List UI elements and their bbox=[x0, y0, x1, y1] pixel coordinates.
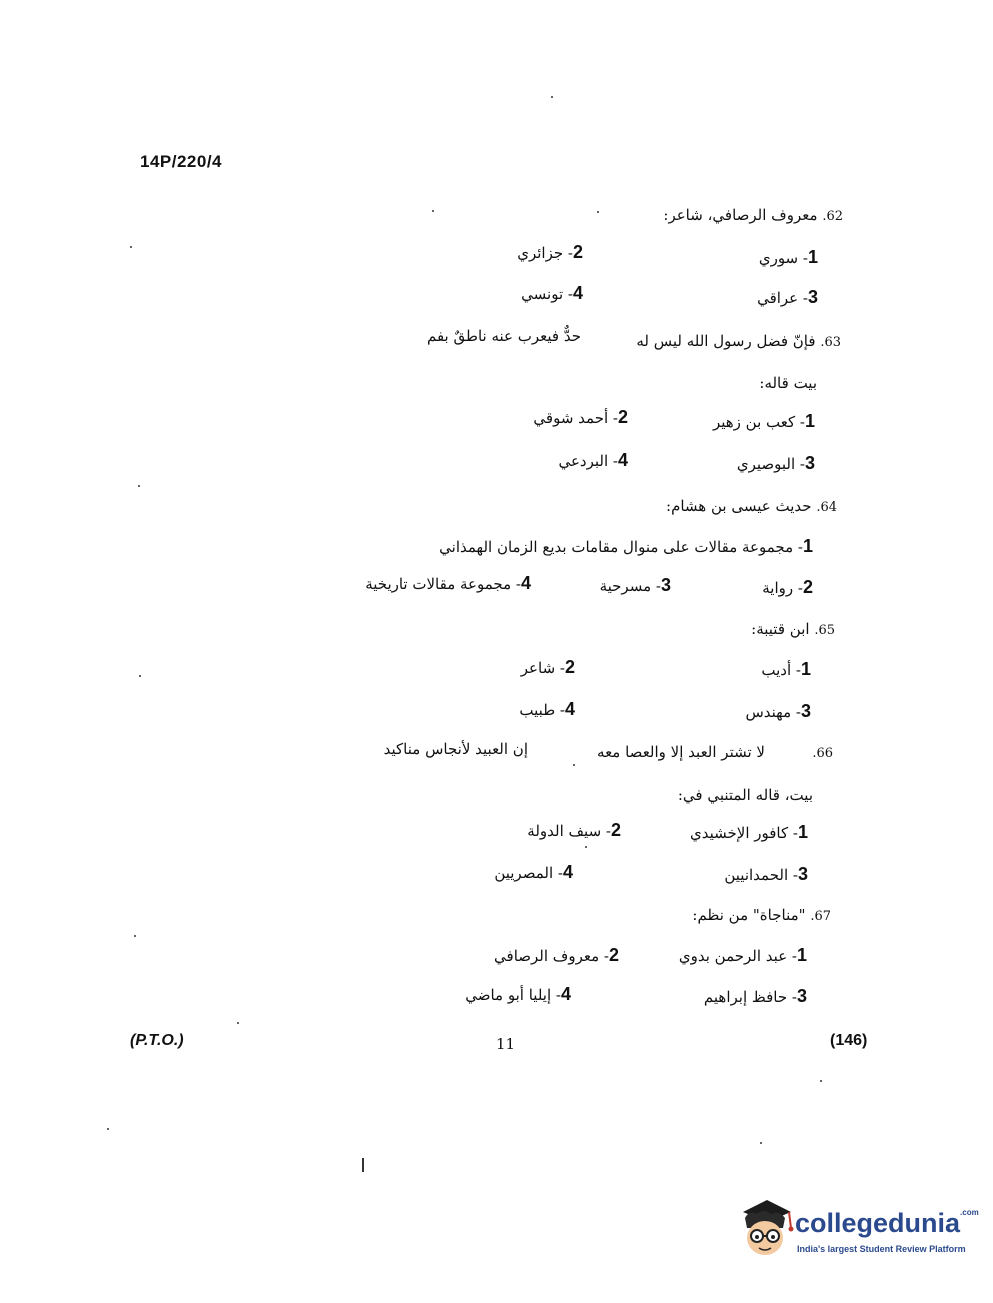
q63-option-3: 3- البوصيري bbox=[736, 453, 815, 473]
question-66-verse-b: إن العبيد لأنجاس مناكيد bbox=[383, 740, 528, 758]
scan-speck bbox=[820, 1080, 822, 1082]
q65-option-3: 3- مهندس bbox=[745, 701, 811, 721]
scan-speck bbox=[138, 485, 140, 487]
question-66-verse-a: لا تشتر العبد إلا والعصا معه bbox=[597, 743, 765, 761]
option-number: 3 bbox=[807, 287, 818, 307]
question-66-stem: بيت، قاله المتنبي في: bbox=[677, 786, 813, 804]
option-number: 2 bbox=[617, 407, 628, 427]
q67-option-1: 1- عبد الرحمن بدوي bbox=[678, 945, 807, 965]
question-number: 62. bbox=[822, 209, 843, 224]
scan-speck bbox=[760, 1142, 762, 1144]
option-number: 2 bbox=[608, 945, 619, 965]
q62-option-2: 2- جزائري bbox=[517, 242, 583, 262]
option-text: مسرحية bbox=[599, 577, 652, 595]
option-text: إيليا أبو ماضي bbox=[465, 986, 552, 1004]
q64-option-4: 4- مجموعة مقالات تاريخية bbox=[365, 573, 531, 593]
question-63-verse-a bbox=[636, 332, 841, 350]
option-text: سوري bbox=[758, 249, 799, 267]
scan-speck bbox=[107, 1128, 109, 1130]
scan-mark bbox=[362, 1158, 364, 1172]
q66-option-3: 3- الحمدانيين bbox=[724, 864, 808, 884]
option-number: 2 bbox=[802, 577, 813, 597]
scan-speck bbox=[130, 246, 132, 248]
scan-speck bbox=[134, 935, 136, 937]
option-number: 4 bbox=[564, 699, 575, 719]
q64-option-2: 2- رواية bbox=[762, 577, 813, 597]
question-text: ابن قتيبة: bbox=[751, 620, 810, 638]
scan-speck bbox=[585, 846, 587, 848]
option-text: مهندس bbox=[745, 703, 792, 721]
option-number: 3 bbox=[804, 453, 815, 473]
option-text: كعب بن زهير bbox=[712, 413, 796, 431]
scan-speck bbox=[139, 675, 141, 677]
option-text: طبيب bbox=[519, 701, 556, 719]
scan-speck bbox=[597, 211, 599, 213]
option-number: 3 bbox=[660, 575, 671, 595]
option-number: 3 bbox=[797, 864, 808, 884]
question-63-stem: بيت قاله: bbox=[759, 374, 817, 392]
scan-speck bbox=[432, 210, 434, 212]
option-text: جزائري bbox=[517, 244, 564, 262]
scan-speck bbox=[237, 1022, 239, 1024]
option-text: شاعر bbox=[520, 659, 556, 677]
q66-option-4: 4- المصريين bbox=[494, 862, 573, 882]
q62-option-4: 4- تونسي bbox=[521, 283, 583, 303]
option-text: كافور الإخشيدي bbox=[689, 824, 789, 842]
q67-option-3: 3- حافظ إبراهيم bbox=[703, 986, 807, 1006]
question-66-number: 66. bbox=[812, 746, 833, 761]
q64-option-1: 1- مجموعة مقالات على منوال مقامات بديع الزمان الهمذاني bbox=[439, 536, 813, 556]
option-number: 1 bbox=[796, 945, 807, 965]
question-number: 67. bbox=[810, 909, 831, 924]
q66-option-1: 1- كافور الإخشيدي bbox=[689, 822, 808, 842]
q63-option-1: 1- كعب بن زهير bbox=[712, 411, 815, 431]
scan-speck bbox=[551, 96, 553, 98]
option-text: البردعي bbox=[558, 452, 609, 470]
q65-option-2: 2- شاعر bbox=[520, 657, 575, 677]
option-text: حافظ إبراهيم bbox=[703, 988, 788, 1006]
question-text: "مناجاة" من نظم: bbox=[692, 906, 806, 924]
q67-option-4: 4- إيليا أبو ماضي bbox=[465, 984, 571, 1004]
q65-option-4: 4- طبيب bbox=[519, 699, 575, 719]
option-text: أحمد شوقي bbox=[533, 409, 609, 427]
option-number: 4 bbox=[560, 984, 571, 1004]
question-67-stem bbox=[692, 906, 831, 924]
question-number: 63. bbox=[820, 335, 841, 350]
q62-option-3: 3- عراقي bbox=[757, 287, 818, 307]
option-number: 4 bbox=[562, 862, 573, 882]
option-number: 3 bbox=[796, 986, 807, 1006]
option-text: الحمدانيين bbox=[724, 866, 789, 884]
option-number: 4 bbox=[572, 283, 583, 303]
option-number: 1 bbox=[807, 247, 818, 267]
paper-code: 14P/220/4 bbox=[140, 152, 223, 171]
q64-option-3: 3- مسرحية bbox=[599, 575, 671, 595]
option-text: معروف الرصافي bbox=[494, 947, 600, 965]
option-text: عراقي bbox=[757, 289, 799, 307]
option-number: 4 bbox=[520, 573, 531, 593]
option-text: رواية bbox=[762, 579, 794, 597]
option-text: مجموعة مقالات على منوال مقامات بديع الزمان الهمذاني bbox=[439, 538, 794, 556]
option-number: 1 bbox=[802, 536, 813, 556]
mascot-icon bbox=[737, 1198, 795, 1264]
option-text: البوصيري bbox=[736, 455, 796, 473]
verse-hemistich-a: فإنّ فضل رسول الله ليس له bbox=[636, 332, 816, 350]
question-63-verse-b: حدٌّ فيعرب عنه ناطقٌ بفم bbox=[426, 327, 581, 345]
option-text: سيف الدولة bbox=[527, 822, 602, 840]
pto-label: (P.T.O.) bbox=[130, 1032, 184, 1049]
option-number: 1 bbox=[797, 822, 808, 842]
option-text: المصريين bbox=[494, 864, 554, 882]
option-number: 2 bbox=[572, 242, 583, 262]
option-number: 1 bbox=[804, 411, 815, 431]
scan-speck bbox=[573, 764, 575, 766]
brand-tagline: India's largest Student Review Platform bbox=[797, 1244, 966, 1254]
q63-option-4: 4- البردعي bbox=[558, 450, 628, 470]
question-64-stem bbox=[666, 497, 837, 515]
q65-option-1: 1- أديب bbox=[761, 659, 811, 679]
option-number: 2 bbox=[564, 657, 575, 677]
question-62-stem bbox=[663, 206, 843, 224]
q66-option-2: 2- سيف الدولة bbox=[527, 820, 621, 840]
question-text: حديث عيسى بن هشام: bbox=[666, 497, 812, 515]
paper-serial: (146) bbox=[830, 1032, 868, 1049]
question-text: معروف الرصافي، شاعر: bbox=[663, 206, 818, 224]
page-number: 11 bbox=[496, 1035, 516, 1053]
q62-option-1: 1- سوري bbox=[758, 247, 818, 267]
option-text: مجموعة مقالات تاريخية bbox=[365, 575, 512, 593]
question-number: 65. bbox=[814, 623, 835, 638]
question-number: 64. bbox=[816, 500, 837, 515]
question-65-stem bbox=[751, 620, 835, 638]
brand-name: collegedunia$^{.com}$ bbox=[795, 1208, 979, 1238]
option-number: 3 bbox=[800, 701, 811, 721]
option-number: 2 bbox=[610, 820, 621, 840]
collegedunia-watermark bbox=[737, 1198, 979, 1264]
option-number: 4 bbox=[617, 450, 628, 470]
option-text: تونسي bbox=[521, 285, 564, 303]
option-text: عبد الرحمن بدوي bbox=[678, 947, 788, 965]
option-number: 1 bbox=[800, 659, 811, 679]
q67-option-2: 2- معروف الرصافي bbox=[494, 945, 619, 965]
q63-option-2: 2- أحمد شوقي bbox=[533, 407, 628, 427]
option-text: أديب bbox=[761, 661, 792, 679]
